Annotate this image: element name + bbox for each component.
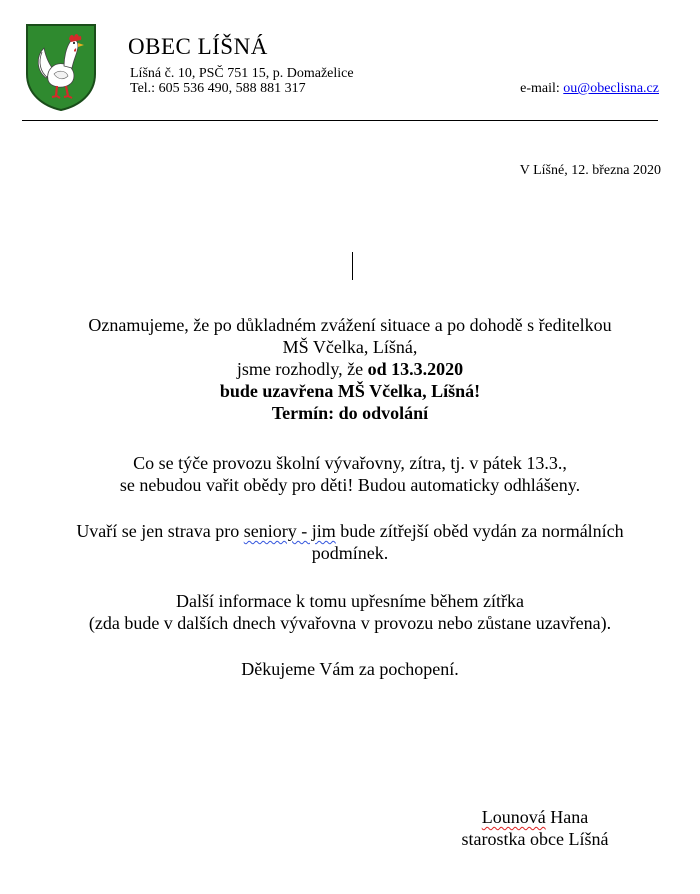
announcement-line bbox=[30, 358, 670, 380]
info-paragraph bbox=[30, 590, 670, 634]
closure-term: Termín: do odvolání bbox=[271, 403, 429, 423]
email-label: e-mail: bbox=[520, 81, 564, 96]
paragraph-line: se nebudou vařit obědy pro děti! Budou automaticky odhlášeny. bbox=[119, 475, 581, 495]
paragraph-text: bude zítřejší oběd vydán za normálních bbox=[335, 521, 624, 541]
closure-date: od 13.3.2020 bbox=[367, 359, 464, 379]
header-divider bbox=[22, 120, 658, 121]
municipality-name: OBEC LÍŠNÁ bbox=[128, 34, 268, 59]
paragraph-line bbox=[30, 520, 670, 542]
signatory-title: starostka obce Líšná bbox=[461, 829, 609, 849]
spelling-flagged-text: Lounová bbox=[481, 807, 546, 827]
document-date: V Líšné, 12. března 2020 bbox=[519, 163, 661, 178]
announcement-line: MŠ Včelka, Líšná, bbox=[282, 337, 418, 357]
paragraph-line: Děkujeme Vám za pochopení. bbox=[241, 659, 459, 679]
paragraph-line: Další informace k tomu upřesníme během zítřka bbox=[176, 591, 524, 611]
text-cursor bbox=[352, 252, 353, 280]
thanks-paragraph bbox=[30, 658, 670, 680]
office-address: Líšná č. 10, PSČ 751 15, p. Domaželice bbox=[130, 66, 354, 81]
village-coat-of-arms-rooster-icon bbox=[24, 22, 98, 112]
paragraph-line: Co se týče provozu školní vývařovny, zítra, tj. v pátek 13.3., bbox=[133, 453, 567, 473]
announcement-text: jsme rozhodly, že bbox=[236, 359, 368, 379]
paragraph-text: Uvaří se jen strava pro bbox=[76, 521, 244, 541]
signature-block bbox=[420, 806, 650, 850]
email-line bbox=[520, 81, 659, 97]
signatory-name bbox=[420, 806, 650, 828]
email-link[interactable]: ou@obeclisna.cz bbox=[563, 81, 659, 96]
canteen-paragraph bbox=[30, 452, 670, 496]
grammar-flagged-text: seniory - jim bbox=[243, 521, 336, 541]
office-phone: Tel.: 605 536 490, 588 881 317 bbox=[130, 81, 306, 96]
closure-statement: bude uzavřena MŠ Včelka, Líšná! bbox=[219, 381, 481, 401]
closure-announcement bbox=[30, 314, 670, 424]
seniors-paragraph bbox=[30, 520, 670, 564]
signatory-first-name: Hana bbox=[545, 807, 589, 827]
paragraph-line: podmínek. bbox=[311, 543, 389, 563]
paragraph-line: (zda bude v dalších dnech vývařovna v provozu nebo zůstane uzavřena). bbox=[88, 613, 612, 633]
announcement-line: Oznamujeme, že po důkladném zvážení situace a po dohodě s ředitelkou bbox=[88, 315, 612, 335]
